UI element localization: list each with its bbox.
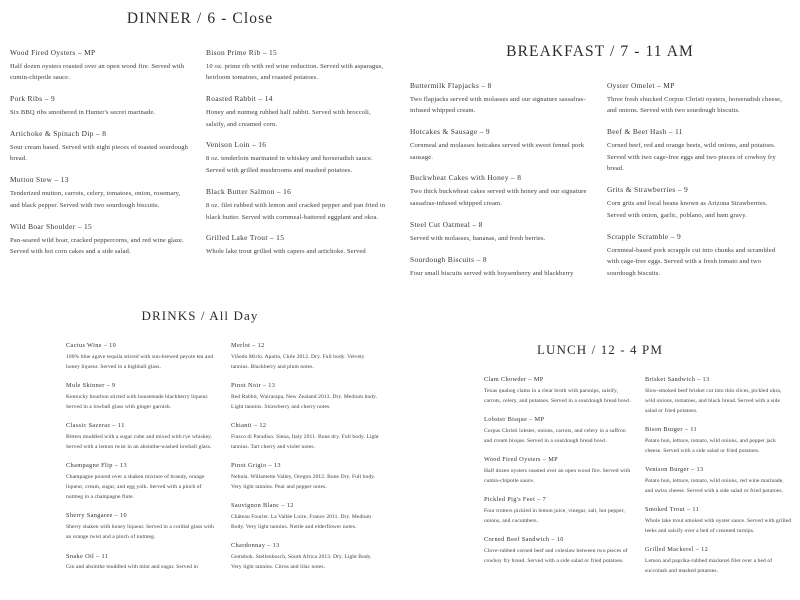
- menu-item-name: Pinot Noir – 13: [231, 382, 276, 390]
- menu-item-name: Beef & Beet Hash – 11: [607, 126, 683, 136]
- menu-item-description: Sour cream based. Served with eight pieces of toasted sourdough bread.: [10, 143, 189, 163]
- menu-item-description: Half dozen oysters roasted over an open wood fire. Served with cumin-chipotle sauce.: [10, 62, 185, 82]
- menu-item: [66, 512, 215, 542]
- menu-item-description: 8 oz. tenderloin marinated in whiskey and horseradish sauce. Served with grilled mushrooms and mashed potatoes.: [206, 155, 373, 175]
- menu-item-description: Two flapjacks served with molasses and our signature sassafras-infused whipped cream.: [410, 95, 586, 115]
- menu-item-name: Oyster Omelet – MP: [607, 80, 675, 90]
- menu-item: [206, 234, 386, 258]
- menu-item-name: Steel Cut Oatmeal – 8: [410, 219, 483, 229]
- menu-item-name: Grits & Strawberries – 9: [607, 185, 689, 195]
- menu-item-description: Potato bun, lettuce, tomato, wild onions, and pepper jack cheese. Served with a side salad or fried potatoes.: [645, 437, 776, 455]
- menu-item: [484, 416, 631, 446]
- dinner-columns: [0, 49, 400, 270]
- dinner-section-title: DINNER / 6 - Close: [126, 10, 274, 27]
- menu-item-description: Corn grits and local beans known as Arizona Strawberries. Served with onion, garlic, poblano, and ham gravy.: [607, 200, 768, 219]
- menu-item: [10, 49, 190, 84]
- dinner-column-1: [10, 49, 190, 270]
- breakfast-section-title: BREAKFAST / 7 - 11 AM: [506, 43, 694, 60]
- menu-item: [231, 382, 380, 412]
- menu-item-name: Wild Boar Shoulder – 15: [10, 221, 93, 231]
- menu-item-description: Lemon and paprika-rubbed mackerel filet over a bed of succotash and mashed potatoes.: [645, 558, 773, 575]
- menu-item-description: Half dozen oysters roasted over an open wood fire. Served with cumin-chipotle sauce.: [484, 467, 631, 485]
- section-breakfast: [400, 0, 800, 300]
- menu-item-name: Grilled Mackerel – 12: [645, 546, 709, 554]
- menu-item-name: Snake Oil – 11: [66, 552, 109, 560]
- menu-item-description: Potato bun, lettuce, tomato, wild onions, red wine marinade, and swiss cheese. Served with a side salad or fried potatoes.: [645, 478, 784, 495]
- menu-item: [645, 506, 792, 536]
- menu-item: [66, 462, 215, 502]
- menu-item-name: Pinot Grigio – 13: [231, 462, 281, 470]
- menu-item-name: Venison Burger – 13: [645, 466, 704, 474]
- menu-item-name: Buckwheat Cakes with Honey – 8: [410, 173, 522, 183]
- menu-item-name: Brisket Sandwich – 13: [645, 376, 710, 383]
- menu-item-name: Classic Sazerac – 11: [66, 422, 125, 430]
- lunch-section-title: LUNCH / 12 - 4 PM: [537, 342, 663, 357]
- menu-item-name: Pork Ribs – 9: [10, 93, 55, 103]
- lunch-column-1: [484, 376, 631, 587]
- menu-item-description: Kentucky bourbon stirred with housemade blackberry liqueur. Served in a lowball glass with ginger garnish.: [66, 393, 209, 410]
- menu-item-name: Chianti – 12: [231, 422, 267, 430]
- menu-item-name: Pickled Pig's Feet – 7: [484, 496, 547, 504]
- menu-item: [607, 128, 788, 175]
- menu-item: [66, 553, 215, 573]
- drinks-section-title: DRINKS / All Day: [141, 308, 259, 323]
- menu-item-description: 8 oz. filet rubbed with lemon and cracked pepper and pan fried in black butter. Served with cornmeal-battered eggplant and okra.: [206, 201, 386, 221]
- menu-item-name: Hotcakes & Sausage – 9: [410, 126, 490, 136]
- menu-item: [10, 95, 190, 119]
- menu-item-description: Four small biscuits served with boysenberry and blackberry: [410, 269, 574, 277]
- menu-item-description: Three fresh shucked Corpus Christi oysters, horseradish cheese, and onions. Served with two sourdough biscuits.: [607, 95, 782, 115]
- menu-item-description: Whole lake trout smoked with oyster sauce. Served with grilled leeks and salsify over a bed of creamed turnips.: [645, 518, 792, 535]
- menu-item-description: Slow-smoked beef brisket cut into thin slices, pickled okra, wild onions, tomatoes, and black bread. Served with a side salad or fried potatoes.: [645, 387, 782, 415]
- menu-item-name: Mutton Stew – 13: [10, 175, 69, 185]
- menu-item-name: Clam Chowder – MP: [484, 376, 544, 383]
- menu-item-name: Scrapple Scramble – 9: [607, 231, 682, 241]
- menu-item-description: Château Fourier. La Vallée Loire, France 2011. Dry. Medium Body. Very light tannins. Nettle and elderflower notes.: [231, 514, 372, 531]
- menu-item-description: Red Rabbit, Wairarapa, New Zealand 2013. Dry. Medium body. Light tannins. Strawberry and cherry notes.: [231, 393, 378, 410]
- menu-item: [607, 82, 788, 117]
- menu-item-name: Buttermilk Flapjacks – 8: [410, 80, 492, 90]
- menu-item: [410, 82, 591, 117]
- menu-item-name: Grilled Lake Trout – 15: [206, 233, 285, 243]
- menu-item-description: Two thick buckwheat cakes served with honey and our signature sassafras-infused whipped cream.: [410, 188, 587, 208]
- menu-item-name: Roasted Rabbit – 14: [206, 93, 273, 103]
- menu-item-description: 100% blue agave tequila stirred with sun-brewed peyote tea and honey liqueur. Served in a highball glass.: [66, 353, 214, 370]
- menu-item: [410, 128, 591, 163]
- menu-item-name: Cactus Wine – 10: [66, 342, 117, 349]
- menu-item: [484, 456, 631, 486]
- menu-item-name: Sauvignon Blanc – 12: [231, 502, 294, 510]
- menu-item: [206, 188, 386, 223]
- menu-item-description: Corned beef, red and orange beets, wild onions, and potatoes. Served with two cage-free eggs and two pieces of cowboy fry bread.: [607, 142, 776, 173]
- section-dinner: [0, 0, 400, 300]
- menu-item-description: Clove-rubbed corned beef and coleslaw between two pieces of cowboy fry bread. Served with a side salad or fried potatoes.: [484, 548, 628, 565]
- menu-item-name: Artichoke & Spinach Dip – 8: [10, 128, 107, 138]
- drinks-columns: [0, 342, 400, 582]
- menu-item-name: Wood Fired Oysters – MP: [10, 47, 96, 57]
- menu-item: [231, 462, 380, 492]
- breakfast-columns: [400, 82, 800, 291]
- menu-item: [484, 536, 631, 566]
- menu-item: [206, 95, 386, 130]
- menu-item-description: Served with molasses, bananas, and fresh berries.: [410, 234, 546, 242]
- menu-item-name: Champagne Flip – 13: [66, 462, 128, 470]
- drinks-column-2: [231, 342, 380, 582]
- menu-item: [10, 176, 190, 211]
- menu-item-name: Lobster Bisque – MP: [484, 416, 545, 424]
- menu-item: [206, 141, 386, 176]
- menu-item-name: Merlot – 12: [231, 342, 265, 349]
- menu-item-description: Gemsbok. Stellenbosch, South Africa 2013. Dry. Light Body. Very light tannins. Citrus and lilac notes.: [231, 554, 372, 571]
- menu-item-name: Chardonnay – 13: [231, 542, 280, 550]
- menu-item-description: Cornmeal and molasses hotcakes served with sweet fennel pork sausage.: [410, 142, 585, 161]
- menu-item-description: Gin and absinthe muddled with mint and sugar. Served in: [66, 564, 198, 571]
- menu-item: [231, 342, 380, 372]
- menu-item: [484, 496, 631, 526]
- menu-item-name: Sourdough Biscuits – 8: [410, 254, 487, 264]
- menu-item: [231, 542, 380, 572]
- menu-item: [66, 382, 215, 412]
- section-lunch: [400, 300, 800, 600]
- menu-item-name: Sherry Sangaree – 10: [66, 512, 128, 520]
- menu-item: [410, 174, 591, 209]
- menu-item-description: Sherry shaken with honey liqueur. Served in a cordial glass with an orange twist and a pinch of nutmeg.: [66, 524, 214, 541]
- dinner-column-2: [206, 49, 386, 270]
- lunch-column-2: [645, 376, 792, 587]
- menu-item-name: Smoked Trout – 11: [645, 506, 700, 514]
- lunch-columns: [400, 376, 800, 587]
- menu-item-name: Mule Skinner – 9: [66, 382, 116, 390]
- menu-item: [10, 130, 190, 165]
- menu-item: [410, 256, 591, 280]
- menu-item-description: Tenderized mutton, carrots, celery, tomatoes, onion, rosemary, and black pepper. Served with two sourdough biscuits.: [10, 190, 181, 209]
- menu-item-description: Cornmeal-based pork scrapple cut into chunks and scrambled with cage-free eggs. Served with a fresh tomato and two sourdough biscuits.: [607, 246, 776, 278]
- menu-item: [645, 466, 792, 496]
- menu-item-description: Champagne poured over a shaken mixture of brandy, orange liqueur, cream, sugar, and egg yolk. Served with a pinch of nutmeg in a champagne flute.: [66, 473, 205, 501]
- menu-item: [645, 426, 792, 456]
- menu-item-description: Corpus Christi lobster, onions, carrots, and celery in a saffron and cream bisque. Served in a sourdough bread bowl.: [484, 427, 626, 444]
- menu-item-description: Viñedo Mirlo. Apalta, Chile 2012. Dry. Full body. Velvety tannins. Blackberry and plum notes.: [231, 353, 365, 370]
- menu-item: [645, 546, 792, 576]
- menu-item-description: Texas quahog clams in a clear broth with parsnips, salsify, carrots, celery, and potatoes. Served in a sourdough bread bowl.: [484, 387, 632, 404]
- menu-item: [66, 342, 215, 372]
- menu-item: [645, 376, 792, 416]
- menu-item: [10, 223, 190, 258]
- menu-item-description: Whole lake trout grilled with capers and artichoke. Served: [206, 248, 366, 256]
- menu-item: [231, 502, 380, 532]
- menu-item-description: Pan-seared wild boar, cracked peppercorns, and red wine glaze. Served with hot corn cakes and a side salad.: [10, 236, 184, 256]
- menu-item: [607, 186, 788, 221]
- drinks-column-1: [66, 342, 215, 582]
- menu-item-description: Six BBQ ribs smothered in Hunter's secret marinade.: [10, 109, 156, 116]
- menu-item-description: Bitters muddled with a sugar cube and mixed with rye whiskey. Served with a lemon twist in an absinthe-washed lowball glass.: [66, 433, 213, 451]
- menu-item: [231, 422, 380, 452]
- menu-item-name: Venison Loin – 16: [206, 140, 267, 150]
- menu-item-description: Fiasco di Paradiso. Siena, Italy 2011. Bone dry. Full body. Light tannins. Tart cherry and violet notes.: [231, 433, 379, 451]
- menu-item-description: 10 oz. prime rib with red wine reduction. Served with asparagus, heirloom tomatoes, and roasted potatoes.: [206, 62, 384, 82]
- menu-item-description: Four trotters pickled in lemon juice, vinegar, salt, hot pepper, onions, and cucumbers.: [484, 507, 625, 525]
- breakfast-column-1: [410, 82, 591, 291]
- menu-item: [206, 49, 386, 84]
- section-drinks: [0, 300, 400, 600]
- menu-item: [607, 233, 788, 280]
- menu-item-name: Black Butter Salmon – 16: [206, 186, 292, 196]
- menu-item: [484, 376, 631, 406]
- menu-item-description: Nebula. Willamette Valley, Oregon 2012. Bone Dry. Full body. Very light tannins. Pear and pepper notes.: [231, 473, 376, 491]
- menu-item: [66, 422, 215, 452]
- menu-item-name: Wood Fired Oysters – MP: [484, 456, 559, 464]
- menu-item-name: Bison Burger – 11: [645, 426, 697, 434]
- menu-item-name: Bison Prime Rib – 15: [206, 47, 278, 57]
- menu-item-name: Corned Beef Sandwich – 10: [484, 536, 564, 544]
- breakfast-column-2: [607, 82, 788, 291]
- menu-item: [410, 221, 591, 245]
- menu-item-description: Honey and nutmeg rubbed half rabbit. Served with broccoli, salsify, and creamed corn.: [206, 109, 371, 128]
